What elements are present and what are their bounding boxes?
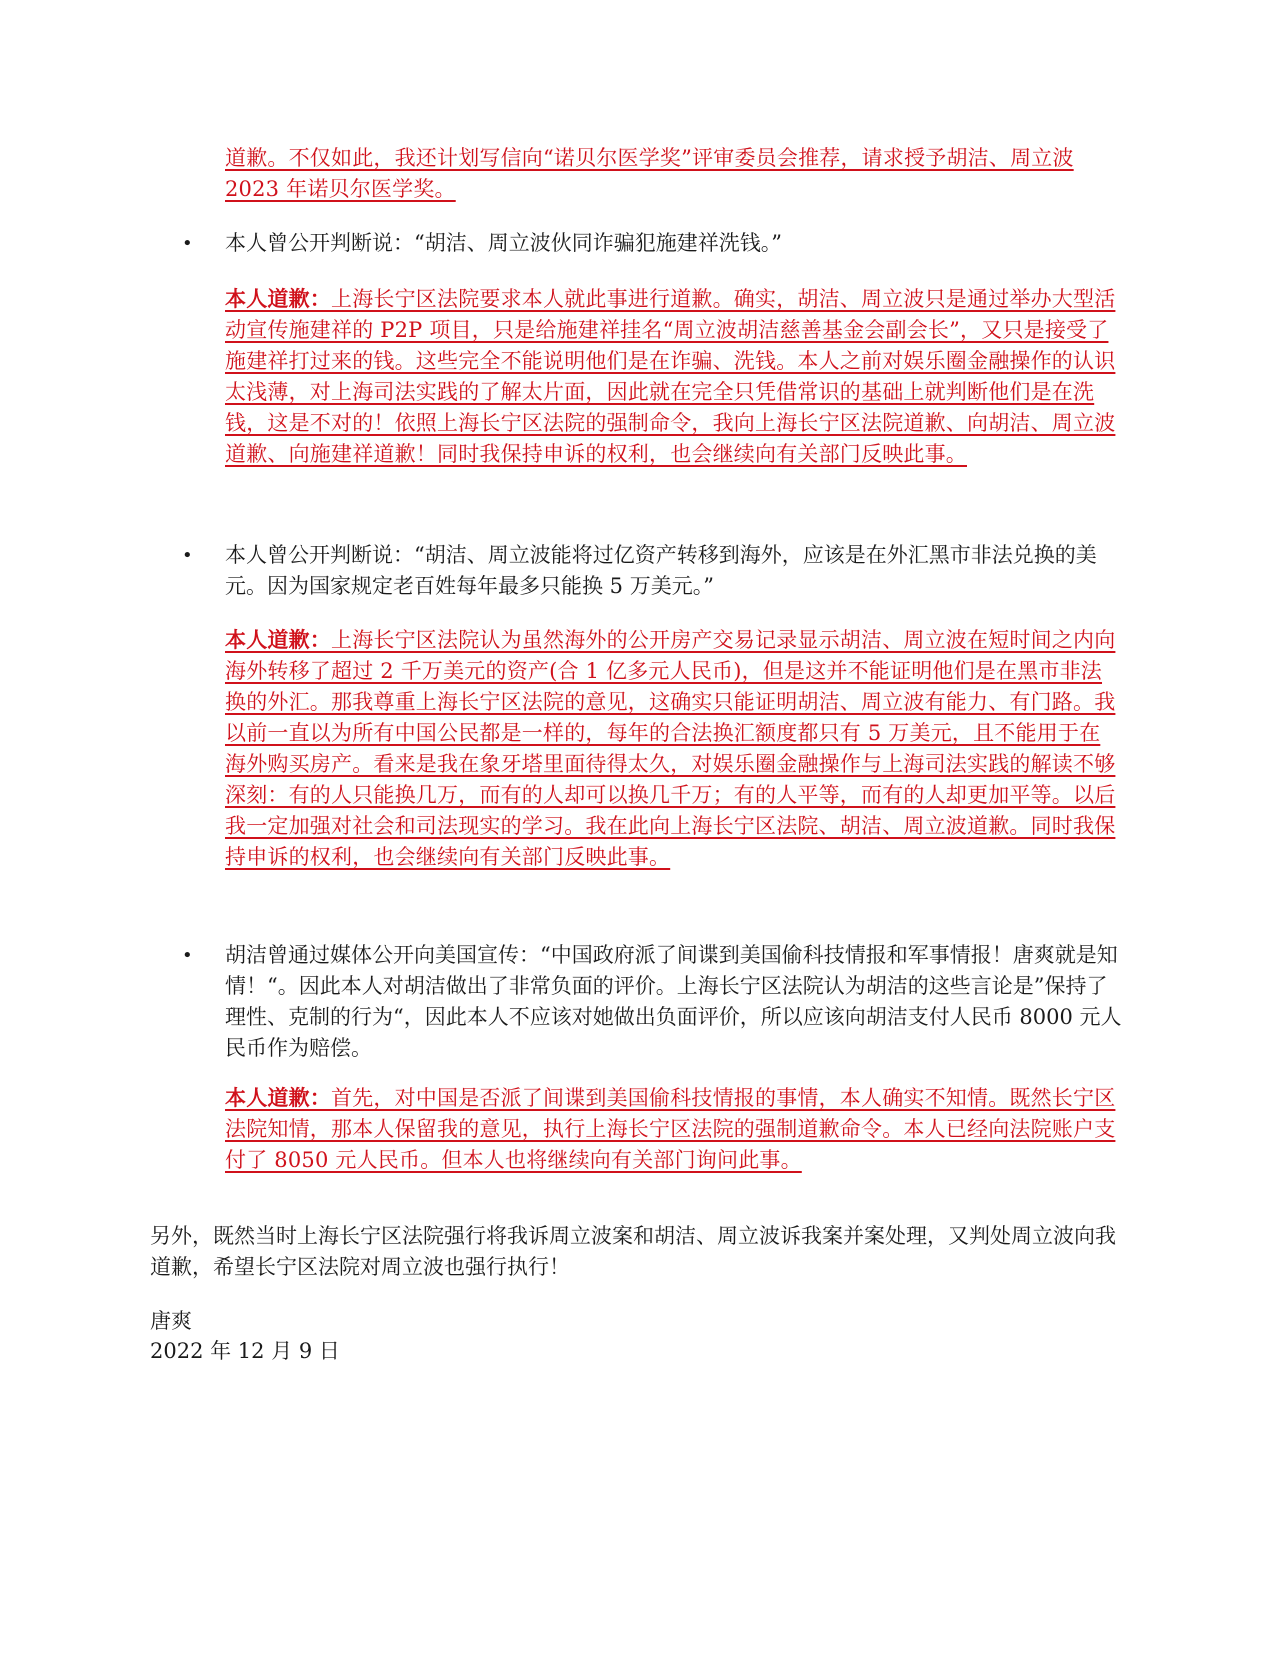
statement-text: 本人曾公开判断说：“胡洁、周立波伙同诈骗犯施建祥洗钱。” xyxy=(225,231,782,255)
bullet-icon: • xyxy=(182,945,193,966)
apology-lead: 本人道歉： xyxy=(225,628,331,652)
apology-block xyxy=(225,284,1120,470)
apology-block xyxy=(225,1083,1120,1176)
apology-text: 上海长宁区法院要求本人就此事进行道歉。确实，胡洁、周立波只是通过举办大型活动宣传施建祥的 P2P 项目，只是给施建祥挂名“周立波胡洁慈善基金会副会长”，又只是接受了施建祥打过来的钱。这些完全不能说明他们是在诈骗、洗钱。本人之前对娱乐圈金融操作的认识太浅薄，对上海司法实践的了解太片面，因此就在完全只凭借常识的基础上就判断他们是在洗钱，这是不对的！依照上海长宁区法院的强制命令，我向上海长宁区法院道歉、向胡洁、周立波道歉、向施建祥道歉！同时我保持申诉的权利，也会继续向有关部门反映此事。 xyxy=(225,287,1116,466)
bullet-icon: • xyxy=(182,545,193,566)
list-item xyxy=(182,540,1122,602)
continued-apology xyxy=(225,143,1120,205)
bullet-icon: • xyxy=(182,233,193,254)
continued-apology-text: 道歉。不仅如此，我还计划写信向“诺贝尔医学奖”评审委员会推荐，请求授予胡洁、周立波 2023 年诺贝尔医学奖。 xyxy=(225,146,1074,201)
apology-lead: 本人道歉： xyxy=(225,287,331,311)
statement-text: 胡洁曾通过媒体公开向美国宣传：“中国政府派了间谍到美国偷科技情报和军事情报！唐爽就是知情！“。因此本人对胡洁做出了非常负面的评价。上海长宁区法院认为胡洁的这些言论是”保持了理性、克制的行为“，因此本人不应该对她做出负面评价，所以应该向胡洁支付人民币 8000 元人民币作为赔偿。 xyxy=(225,943,1122,1060)
list-item xyxy=(182,940,1122,1064)
apology-text: 首先，对中国是否派了间谍到美国偷科技情报的事情，本人确实不知情。既然长宁区法院知情，那本人保留我的意见，执行上海长宁区法院的强制道歉命令。本人已经向法院账户支付了 8050 元人民币。但本人也将继续向有关部门询问此事。 xyxy=(225,1086,1116,1172)
signature-name: 唐爽 xyxy=(150,1309,192,1333)
closing-paragraph: 另外，既然当时上海长宁区法院强行将我诉周立波案和胡洁、周立波诉我案并案处理，又判处周立波向我道歉，希望长宁区法院对周立波也强行执行！ xyxy=(150,1224,1116,1279)
statement-text: 本人曾公开判断说：“胡洁、周立波能将过亿资产转移到海外，应该是在外汇黑市非法兑换的美元。因为国家规定老百姓每年最多只能换 5 万美元。” xyxy=(225,543,1097,598)
list-item xyxy=(182,228,1122,259)
apology-lead: 本人道歉： xyxy=(225,1086,331,1110)
signature-date: 2022 年 12 月 9 日 xyxy=(150,1339,340,1363)
apology-text: 上海长宁区法院认为虽然海外的公开房产交易记录显示胡洁、周立波在短时间之内向海外转移了超过 2 千万美元的资产(合 1 亿多元人民币)，但是这并不能证明他们是在黑市非法换的外汇。那我尊重上海长宁区法院的意见，这确实只能证明胡洁、周立波有能力、有门路。我以前一直以为所有中国公民都是一样的，每年的合法换汇额度都只有 5 万美元，且不能用于在海外购买房产。看来是我在象牙塔里面待得太久，对娱乐圈金融操作与上海司法实践的解读不够深刻：有的人只能换几万，而有的人却可以换几千万；有的人平等，而有的人却更加平等。以后我一定加强对社会和司法现实的学习。我在此向上海长宁区法院、胡洁、周立波道歉。同时我保持申诉的权利，也会继续向有关部门反映此事。 xyxy=(225,628,1116,869)
apology-block xyxy=(225,625,1120,873)
